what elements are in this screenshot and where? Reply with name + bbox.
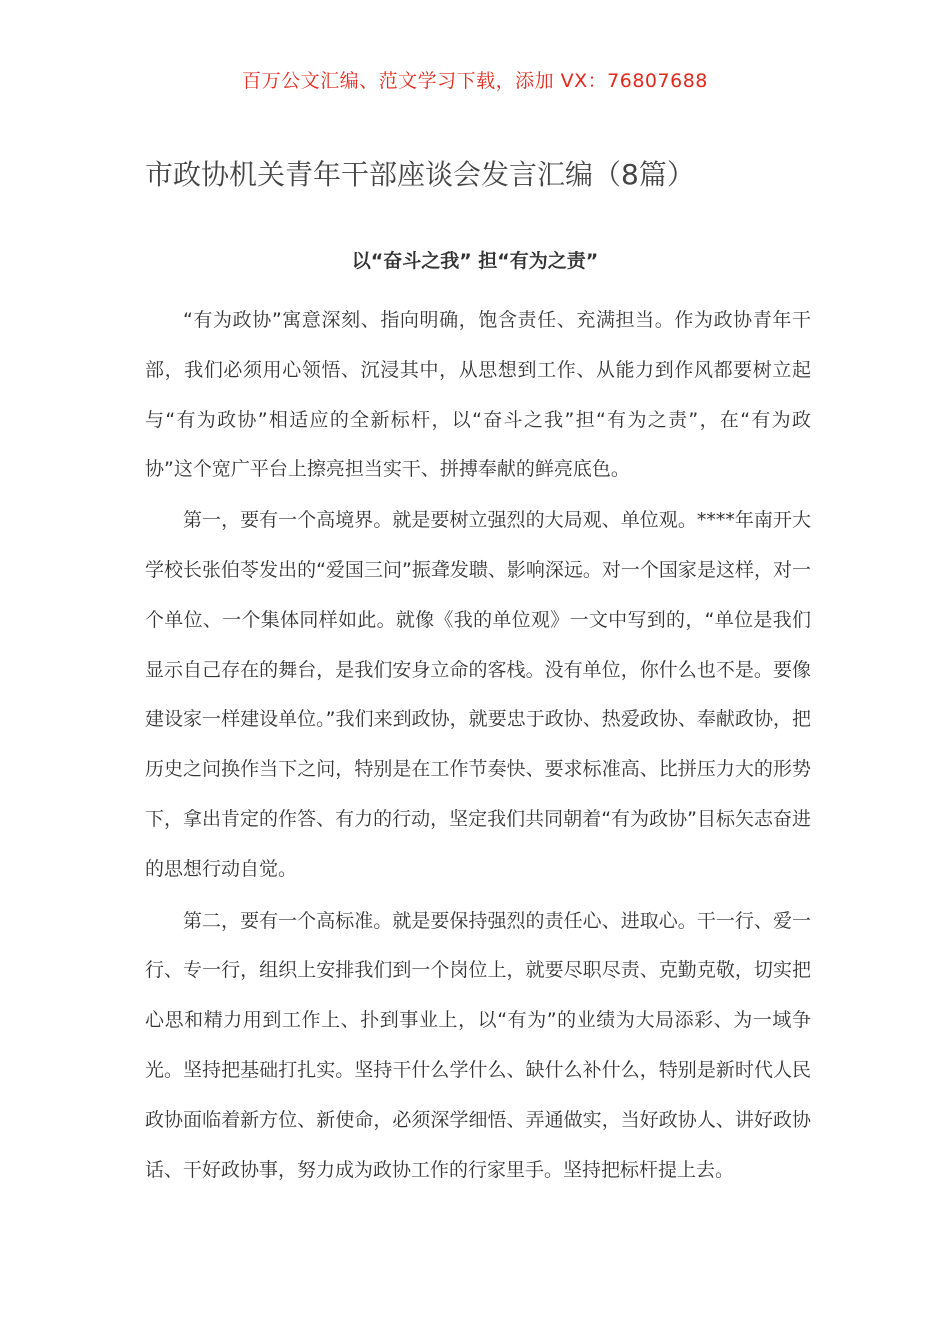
document-body [145,296,811,1195]
watermark-header: 百万公文汇编、范文学习下载，添加 VX：76807688 [242,70,708,92]
paragraph-second-point: 第二，要有一个高标准。就是要保持强烈的责任心、进取心。干一行、爱一行、专一行，组织上安排我们到一个岗位上，就要尽职尽责、克勤克敬，切实把心思和精力用到工作上、扑到事业上，以“有为”的业绩为大局添彩、为一域争光。坚持把基础打扎实。坚持干什么学什么、缺什么补什么，特别是新时代人民政协面临着新方位、新使命，必须深学细悟、弄通做实，当好政协人、讲好政协话、干好政协事，努力成为政协工作的行家里手。坚持把标杆提上去。 [145,909,811,1181]
document-title: 市政协机关青年干部座谈会发言汇编（8篇） [145,158,695,191]
paragraph-intro: “有为政协”寓意深刻、指向明确，饱含责任、充满担当。作为政协青年干部，我们必须用心领悟、沉浸其中，从思想到工作、从能力到作风都要树立起与“有为政协”相适应的全新标杆，以“奋斗之我”担“有为之责”，在“有为政协”这个宽广平台上擦亮担当实干、拼搏奉献的鲜亮底色。 [145,309,811,481]
article-subtitle: 以“奋斗之我” 担“有为之责” [351,250,599,272]
paragraph-first-point: 第一，要有一个高境界。就是要树立强烈的大局观、单位观。****年南开大学校长张伯苓发出的“爱国三问”振聋发聩、影响深远。对一个国家是这样，对一个单位、一个集体同样如此。就像《我的单位观》一文中写到的，“单位是我们显示自己存在的舞台，是我们安身立命的客栈。没有单位，你什么也不是。要像建设家一样建设单位。”我们来到政协，就要忠于政协、热爱政协、奉献政协，把历史之问换作当下之问，特别是在工作节奏快、要求标准高、比拼压力大的形势下，拿出肯定的作答、有力的行动，坚定我们共同朝着“有为政协”目标矢志奋进的思想行动自觉。 [145,509,811,880]
